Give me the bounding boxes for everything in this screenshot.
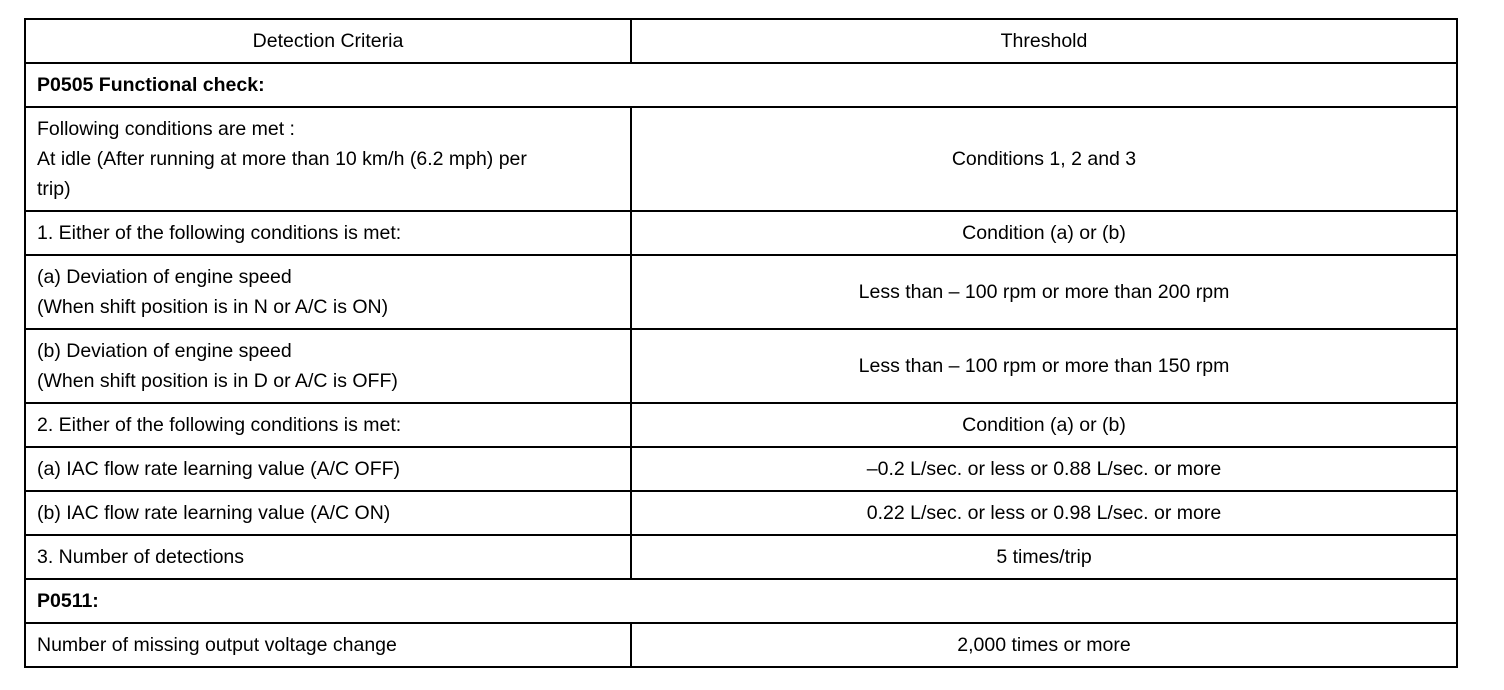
table-row [25,211,1457,255]
criteria-cell [25,329,631,403]
criteria-line: (b) Deviation of engine speed [37,340,292,362]
table-row [25,403,1457,447]
criteria-line: (b) IAC flow rate learning value (A/C ON) [37,502,391,524]
criteria-cell [25,255,631,329]
threshold-cell: –0.2 L/sec. or less or 0.88 L/sec. or more [631,447,1457,491]
threshold-cell: 2,000 times or more [631,623,1457,667]
threshold-cell: Condition (a) or (b) [631,403,1457,447]
criteria-cell [25,447,631,491]
threshold-cell: Less than – 100 rpm or more than 150 rpm [631,329,1457,403]
table-row [25,623,1457,667]
threshold-cell: Conditions 1, 2 and 3 [631,107,1457,211]
header-threshold: Threshold [631,19,1457,63]
criteria-line: (When shift position is in N or A/C is ON) [37,296,389,318]
threshold-cell: Less than – 100 rpm or more than 200 rpm [631,255,1457,329]
table-row [25,491,1457,535]
criteria-line: (When shift position is in D or A/C is OFF) [37,370,398,392]
threshold-cell: 5 times/trip [631,535,1457,579]
criteria-cell [25,491,631,535]
criteria-cell [25,623,631,667]
section-title: P0505 Functional check: [25,63,1457,107]
detection-criteria-table [24,18,1458,668]
table-row [25,535,1457,579]
section-row [25,579,1457,623]
criteria-line: Following conditions are met : [37,118,295,140]
criteria-line: At idle (After running at more than 10 km/h (6.2 mph) per [37,148,527,170]
criteria-line: trip) [37,178,71,200]
table-row [25,447,1457,491]
table-body [25,63,1457,667]
criteria-cell [25,211,631,255]
criteria-line: 1. Either of the following conditions is met: [37,222,402,244]
criteria-cell [25,403,631,447]
table-row [25,255,1457,329]
section-row [25,63,1457,107]
header-row [25,19,1457,63]
threshold-cell: Condition (a) or (b) [631,211,1457,255]
criteria-line: 3. Number of detections [37,546,245,568]
criteria-cell [25,535,631,579]
criteria-line: (a) Deviation of engine speed [37,266,292,288]
header-detection-criteria: Detection Criteria [25,19,631,63]
section-title: P0511: [25,579,1457,623]
criteria-line: Number of missing output voltage change [37,634,397,656]
criteria-cell [25,107,631,211]
table-row [25,329,1457,403]
threshold-cell: 0.22 L/sec. or less or 0.98 L/sec. or more [631,491,1457,535]
criteria-line: 2. Either of the following conditions is met: [37,414,402,436]
criteria-line: (a) IAC flow rate learning value (A/C OFF) [37,458,401,480]
table-row [25,107,1457,211]
